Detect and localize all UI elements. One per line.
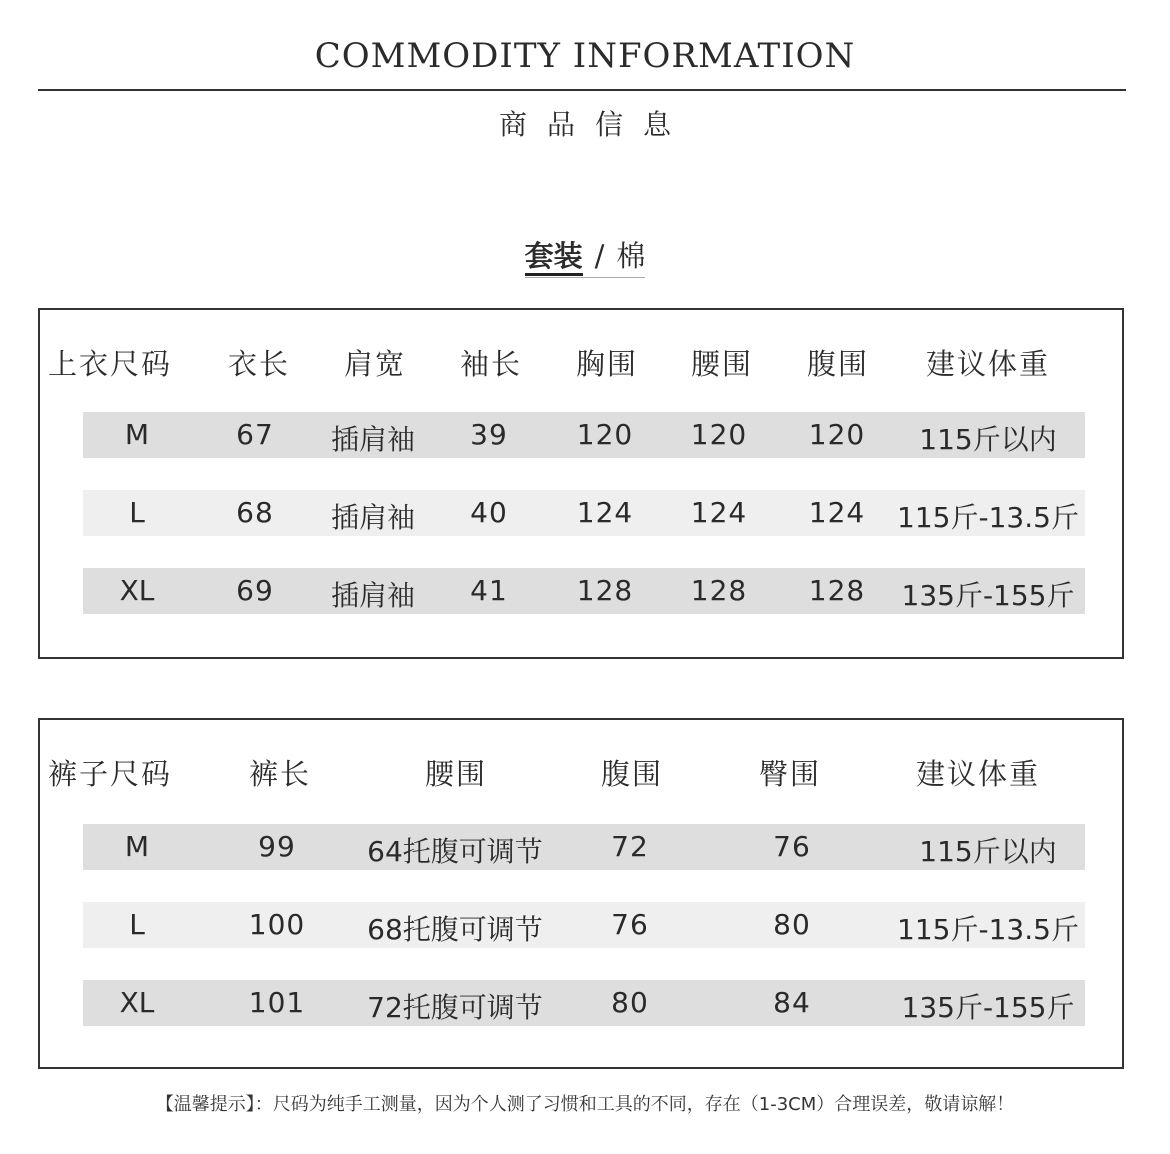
bottom-cell-length: 100 (248, 908, 306, 941)
top-cell-chest: 124 (576, 496, 634, 529)
top-cell-belly: 120 (808, 418, 866, 451)
top-cell-waist: 128 (690, 574, 748, 607)
top-cell-sleeve: 40 (470, 496, 508, 529)
bottom-size-table (38, 718, 1124, 1069)
top-header-chest: 胸围 (575, 347, 639, 381)
bottom-cell-weight: 115斤以内 (919, 835, 1057, 868)
top-header-size: 上衣尺码 (47, 347, 173, 381)
bottom-row-m (83, 824, 1085, 870)
top-cell-size: M (124, 418, 150, 451)
category-separator: / (594, 239, 605, 273)
bottom-header-length: 裤长 (248, 757, 312, 791)
bottom-cell-belly: 80 (611, 986, 649, 1019)
category-type: 套装 (525, 239, 583, 276)
top-header-waist: 腰围 (690, 347, 754, 381)
bottom-cell-length: 99 (258, 830, 296, 863)
bottom-cell-size: XL (119, 986, 155, 1019)
bottom-cell-belly: 72 (611, 830, 649, 863)
top-row-xl (83, 568, 1085, 614)
top-row-m (83, 412, 1085, 458)
bottom-row-l (83, 902, 1085, 948)
bottom-cell-hip: 76 (773, 830, 811, 863)
title-english: COMMODITY INFORMATION (314, 36, 856, 76)
top-cell-chest: 128 (576, 574, 634, 607)
top-cell-sleeve: 39 (470, 418, 508, 451)
top-row-l (83, 490, 1085, 536)
top-cell-length: 67 (236, 418, 274, 451)
bottom-cell-waist: 68托腹可调节 (367, 913, 543, 946)
top-cell-belly: 124 (808, 496, 866, 529)
bottom-cell-waist: 72托腹可调节 (367, 991, 543, 1024)
top-cell-chest: 120 (576, 418, 634, 451)
top-cell-waist: 120 (690, 418, 748, 451)
bottom-header-hip: 臀围 (758, 757, 822, 791)
top-header-length: 衣长 (227, 347, 291, 381)
bottom-cell-weight: 115斤-13.5斤 (897, 913, 1079, 946)
category-heading (0, 234, 1170, 278)
bottom-row-xl (83, 980, 1085, 1026)
top-cell-weight: 135斤-155斤 (901, 579, 1075, 612)
top-header-sleeve: 袖长 (459, 347, 523, 381)
top-cell-weight: 115斤以内 (919, 423, 1057, 456)
measurement-note: 【温馨提示】：尺码为纯手工测量，因为个人测了习惯和工具的不同，存在（1-3CM）合理误差，敬请谅解！ (155, 1094, 1015, 1115)
title-chinese: 商品信息 (498, 108, 691, 141)
top-cell-weight: 115斤-13.5斤 (897, 501, 1079, 534)
bottom-cell-size: M (124, 830, 150, 863)
top-header-belly: 腹围 (806, 347, 870, 381)
top-header-weight: 建议体重 (925, 347, 1051, 381)
bottom-cell-waist: 64托腹可调节 (367, 835, 543, 868)
top-size-table (38, 308, 1124, 659)
bottom-cell-hip: 80 (773, 908, 811, 941)
top-cell-length: 68 (236, 496, 274, 529)
bottom-header-weight: 建议体重 (915, 757, 1041, 791)
top-cell-sleeve: 41 (470, 574, 508, 607)
category-wrap (525, 234, 646, 278)
top-cell-shoulder: 插肩袖 (330, 423, 416, 456)
bottom-header-waist: 腰围 (424, 757, 488, 791)
top-cell-shoulder: 插肩袖 (330, 579, 416, 612)
top-cell-size: L (129, 496, 145, 529)
bottom-cell-weight: 135斤-155斤 (901, 991, 1075, 1024)
bottom-cell-length: 101 (248, 986, 306, 1019)
bottom-cell-hip: 84 (773, 986, 811, 1019)
title-divider (38, 89, 1126, 91)
top-cell-belly: 128 (808, 574, 866, 607)
bottom-cell-size: L (129, 908, 145, 941)
bottom-cell-belly: 76 (611, 908, 649, 941)
category-material: 棉 (616, 239, 646, 273)
top-cell-length: 69 (236, 574, 274, 607)
top-header-shoulder: 肩宽 (343, 347, 407, 381)
top-cell-shoulder: 插肩袖 (330, 501, 416, 534)
top-cell-waist: 124 (690, 496, 748, 529)
bottom-header-size: 裤子尺码 (47, 757, 173, 791)
top-cell-size: XL (119, 574, 155, 607)
bottom-header-belly: 腹围 (600, 757, 664, 791)
